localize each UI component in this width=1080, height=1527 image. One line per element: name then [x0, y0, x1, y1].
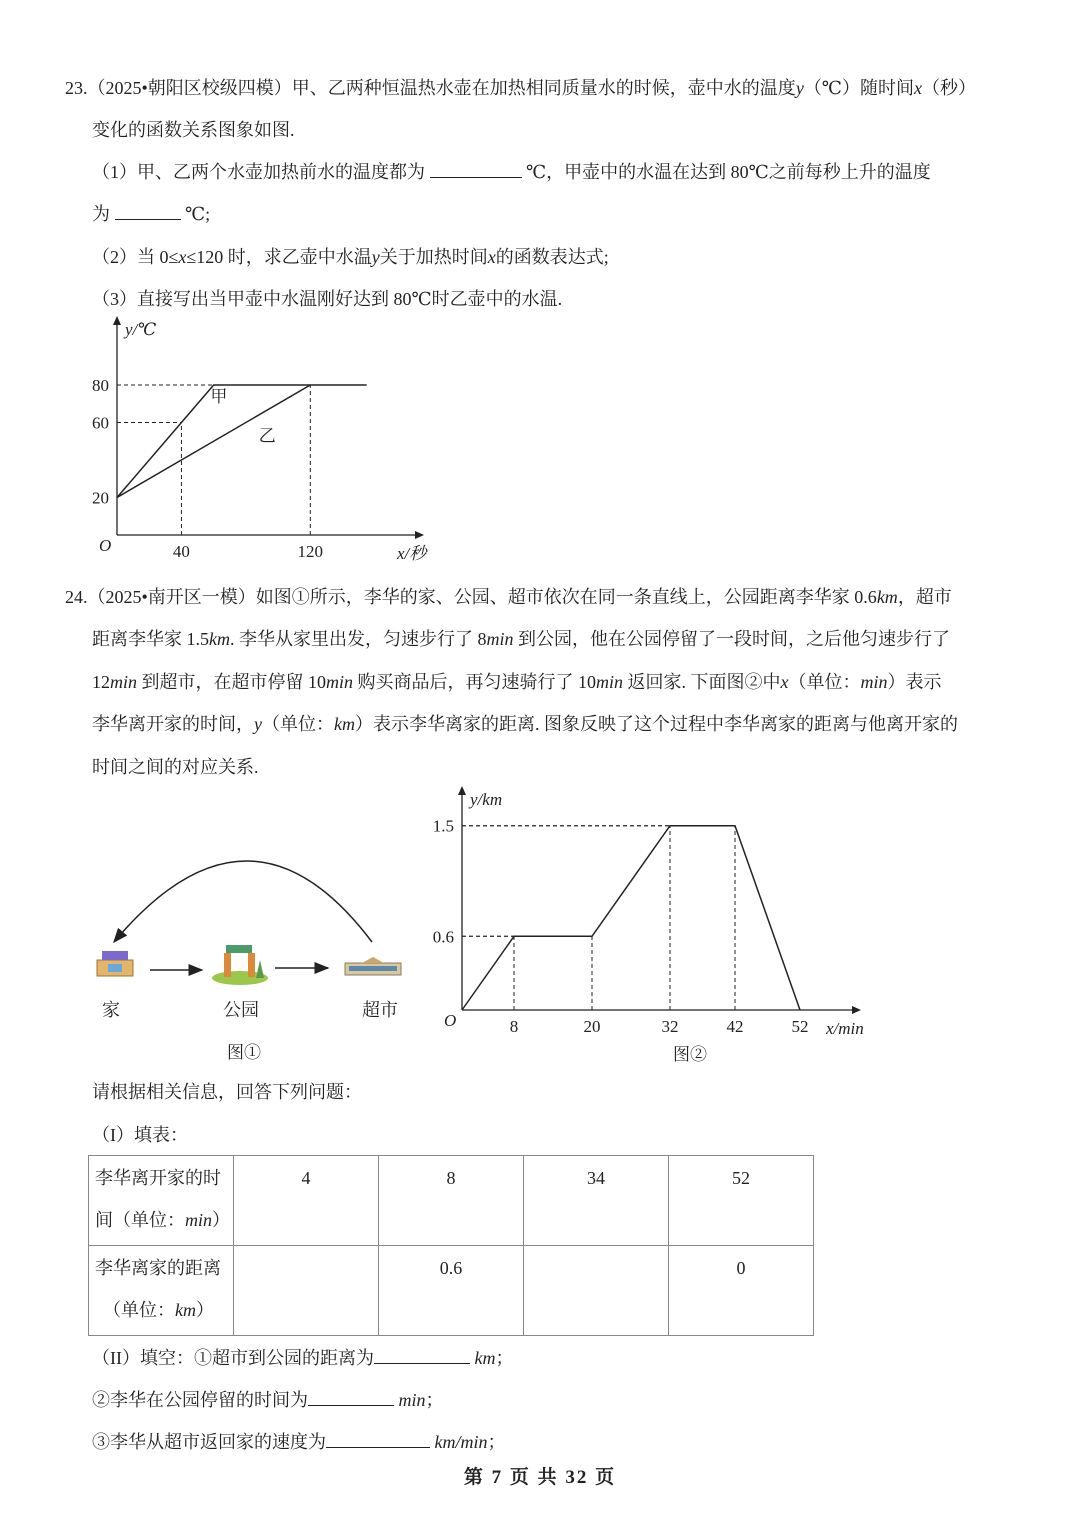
q24-text: 距离李华家 1.5 [92, 629, 209, 649]
q23-text: ℃; [185, 204, 211, 224]
label-park: 公园 [223, 1000, 259, 1020]
q24-text: 24.（2025•南开区一模）如图①所示，李华的家、公园、超市依次在同一条直线上，公园距离李华家 0.6 [65, 587, 877, 607]
q23-part1 [92, 160, 931, 184]
row-header-distance [89, 1246, 234, 1336]
q23-part1-cont [92, 202, 210, 226]
q23-line1 [65, 76, 976, 100]
q23-text: ℃，甲壶中的水温在达到 80℃之前每秒上升的温度 [526, 162, 931, 182]
q24-text: （II）填空：①超市到公园的距离为 [92, 1348, 374, 1368]
q24-text: 到公园，他在公园停留了一段时间，之后他匀速步行了 [518, 629, 950, 649]
table-cell: 0.6 [379, 1246, 524, 1336]
q23-text: （1）甲、乙两个水壶加热前水的温度都为 [92, 162, 425, 182]
label-market: 超市 [362, 1000, 398, 1020]
var-x: x [780, 672, 789, 692]
answer-blank[interactable] [326, 1431, 430, 1448]
table-cell: 8 [379, 1156, 524, 1246]
y-tick-label: 80 [92, 376, 109, 395]
header-text: 李华离开家的时 [95, 1168, 221, 1188]
figure-1-caption: 图① [227, 1043, 261, 1062]
y-axis-arrow [458, 786, 466, 795]
answer-blank[interactable] [308, 1389, 394, 1406]
y-axis-label: y/km [470, 790, 503, 809]
q24-text: （单位： [788, 672, 861, 692]
x-axis-label: x/秒 [397, 544, 427, 563]
unit-km: km [876, 587, 898, 607]
q24-part2-3 [92, 1430, 506, 1454]
answer-blank[interactable] [115, 203, 181, 220]
unit-min: min [596, 672, 623, 692]
var-y: y [254, 714, 262, 734]
table-cell: 34 [524, 1156, 669, 1246]
origin-label: O [444, 1011, 457, 1030]
q24-text: ②李华在公园停留的时间为 [92, 1390, 308, 1410]
y-axis-label: y/℃ [125, 320, 157, 339]
q23-text: （2）当 0≤ [92, 247, 179, 267]
table-cell: 4 [234, 1156, 379, 1246]
header-line2 [95, 1298, 233, 1322]
q24-line1 [65, 585, 952, 609]
series-line-distance [462, 826, 800, 1010]
unit-min: min [110, 672, 137, 692]
q23-text: 的函数表达式; [495, 247, 609, 267]
q23-text: （℃）随时间 [803, 78, 914, 98]
q24-text: ）表示 [887, 672, 942, 692]
unit-min: min [185, 1210, 212, 1230]
table-cell-blank[interactable] [524, 1246, 669, 1336]
q24-text: ）表示李华离家的距离. 图象反映了这个过程中李华离家的距离与他离开家的 [355, 714, 958, 734]
home-icon [97, 951, 133, 976]
y-axis-arrow [113, 316, 121, 325]
var-y: y [795, 78, 804, 98]
x-tick-label: 42 [726, 1017, 744, 1036]
y-tick-label: 60 [92, 413, 109, 433]
q23-part2 [92, 245, 609, 269]
y-tick-label: 1.5 [432, 816, 454, 836]
x-axis-arrow [415, 531, 424, 539]
q24-text: （单位： [262, 714, 334, 734]
q23-text: 关于加热时间 [379, 247, 488, 267]
q24-text: 购买商品后，再匀速骑行了 10 [357, 672, 596, 692]
header-text: 李华离家的距离 [95, 1258, 221, 1278]
q23-text: 为 [92, 204, 110, 224]
header-text: 间（单位： [95, 1210, 185, 1230]
header-text: ） [196, 1300, 214, 1320]
origin-label: O [99, 536, 112, 555]
q23-text: 23.（2025•朝阳区校级四模）甲、乙两种恒温热水壶在加热相同质量水的时候，壶中水的温度 [65, 78, 796, 98]
unit-km: km [175, 1300, 196, 1320]
unit-km-per-min: km/min [434, 1432, 488, 1452]
y-tick-label: 20 [92, 488, 109, 508]
q24-line5: 时间之间的对应关系. [92, 757, 259, 777]
q24-part2-2 [92, 1388, 444, 1412]
supermarket-icon [345, 957, 401, 975]
q24-text: ； [487, 1432, 506, 1452]
var-x: x [178, 247, 187, 267]
series-line-yi [117, 385, 310, 498]
q24-text: ③李华从超市返回家的速度为 [92, 1432, 326, 1452]
q23-line2: 变化的函数关系图象如图. [92, 120, 295, 140]
unit-km: km [474, 1348, 496, 1368]
x-tick-label: 120 [297, 542, 324, 561]
table-cell: 0 [669, 1246, 814, 1336]
x-tick-label: 32 [661, 1017, 679, 1036]
q24-text: 到超市，在超市停留 10 [141, 672, 326, 692]
return-arc-arrow [114, 861, 372, 942]
x-axis-label: x/min [826, 1019, 864, 1038]
table-cell: 52 [669, 1156, 814, 1246]
var-x: x [913, 78, 922, 98]
unit-km: km [334, 714, 355, 734]
y-tick-label: 0.6 [432, 927, 454, 947]
q24-prompt: 请根据相关信息，回答下列问题： [92, 1082, 362, 1102]
q24-text: 返回家. 下面图②中 [627, 672, 781, 692]
q24-text: . 李华从家里出发，匀速步行了 8 [230, 629, 487, 649]
series-label: 甲 [210, 386, 228, 406]
q23-text: （秒） [921, 78, 976, 98]
page-footer: 第 7 页 共 32 页 [463, 1467, 617, 1488]
x-tick-label: 40 [172, 542, 190, 561]
unit-km: km [209, 629, 230, 649]
x-axis-arrow [852, 1006, 861, 1014]
x-tick-label: 20 [583, 1017, 601, 1036]
q24-text: ，超市 [897, 587, 952, 607]
x-tick-label: 8 [509, 1017, 519, 1036]
answer-blank[interactable] [430, 161, 522, 178]
figure-2-caption: 图② [673, 1045, 707, 1064]
var-x: x [487, 247, 496, 267]
answer-blank[interactable] [374, 1347, 470, 1364]
header-text: （单位： [103, 1300, 175, 1320]
q24-text: ； [425, 1390, 444, 1410]
q23-part3: （3）直接写出当甲壶中水温刚好达到 80℃时乙壶中的水温. [92, 289, 563, 309]
row-header-time [89, 1156, 234, 1246]
table-cell-blank[interactable] [234, 1246, 379, 1336]
fill-table [88, 1155, 814, 1336]
label-home: 家 [102, 1000, 120, 1020]
q24-text: 李华离开家的时间， [92, 714, 254, 734]
header-text: ） [212, 1210, 230, 1230]
series-label: 乙 [258, 426, 276, 446]
table-row [89, 1156, 814, 1246]
unit-min: min [398, 1390, 426, 1410]
q24-text: 12 [92, 672, 110, 692]
q24-text: ； [495, 1348, 514, 1368]
table-row [89, 1246, 814, 1336]
unit-min: min [326, 672, 353, 692]
unit-min: min [486, 629, 514, 649]
q23-text: ≤120 时，求乙壶中水温 [186, 247, 372, 267]
x-tick-label: 52 [791, 1017, 809, 1036]
q24-line3 [92, 670, 942, 694]
header-line2 [95, 1208, 233, 1232]
var-y: y [371, 247, 380, 267]
q24-line2 [92, 627, 950, 651]
unit-min: min [860, 672, 888, 692]
park-icon [212, 945, 268, 985]
q24-part1: （I）填表： [92, 1125, 188, 1145]
q24-part2-1 [92, 1346, 514, 1370]
series-line-jia [117, 385, 367, 498]
q24-line4 [92, 712, 958, 736]
